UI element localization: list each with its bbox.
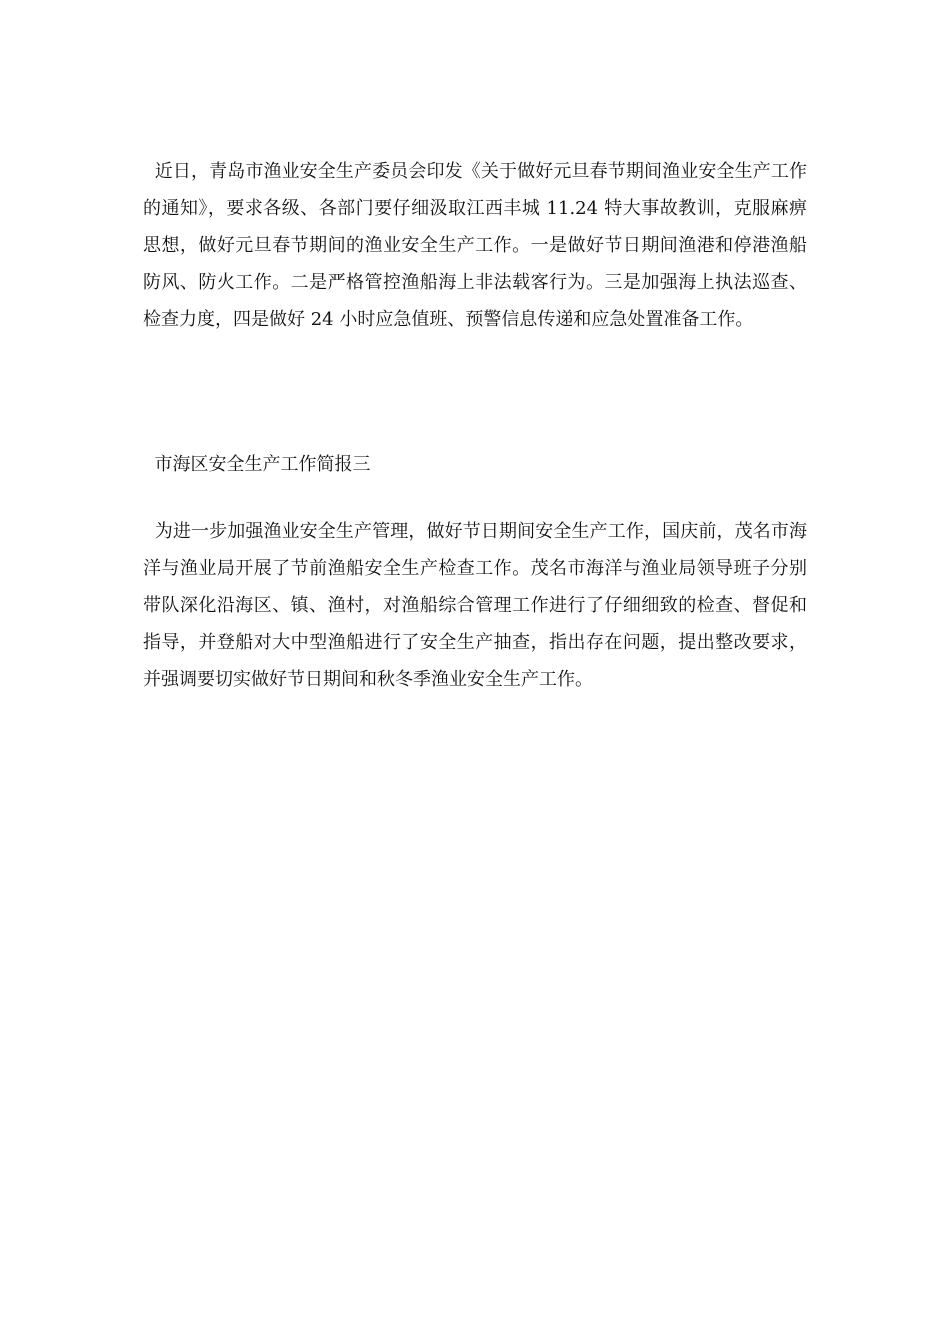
body-paragraph: 为进一步加强渔业安全生产管理，做好节日期间安全生产工作，国庆前，茂名市海洋与渔业局开展了节前渔船安全生产检查工作。茂名市海洋与渔业局领导班子分别带队深化沿海区、镇、渔村，对渔船综合管理工作进行了仔细细致的检查、督促和指导，并登船对大中型渔船进行了安全生产抽查，指出存在问题，提出整改要求，并强调要切实做好节日期间和秋冬季渔业安全生产工作。: [143, 521, 808, 690]
section-heading: 市海区安全生产工作简报三: [143, 454, 371, 475]
body-paragraph: 近日，青岛市渔业安全生产委员会印发《关于做好元旦春节期间渔业安全生产工作的通知》，要求各级、各部门要仔细汲取江西丰城 11.24 特大事故教训，克服麻痹思想，做好元旦春节期间的渔业安全生产工作。一是做好节日期间渔港和停港渔船防风、防火工作。二是严格管控渔船海上非法载客行为。三是加强海上执法巡查、检查力度，四是做好 24 小时应急值班、预警信息传递和应急处置准备工作。: [143, 161, 808, 330]
